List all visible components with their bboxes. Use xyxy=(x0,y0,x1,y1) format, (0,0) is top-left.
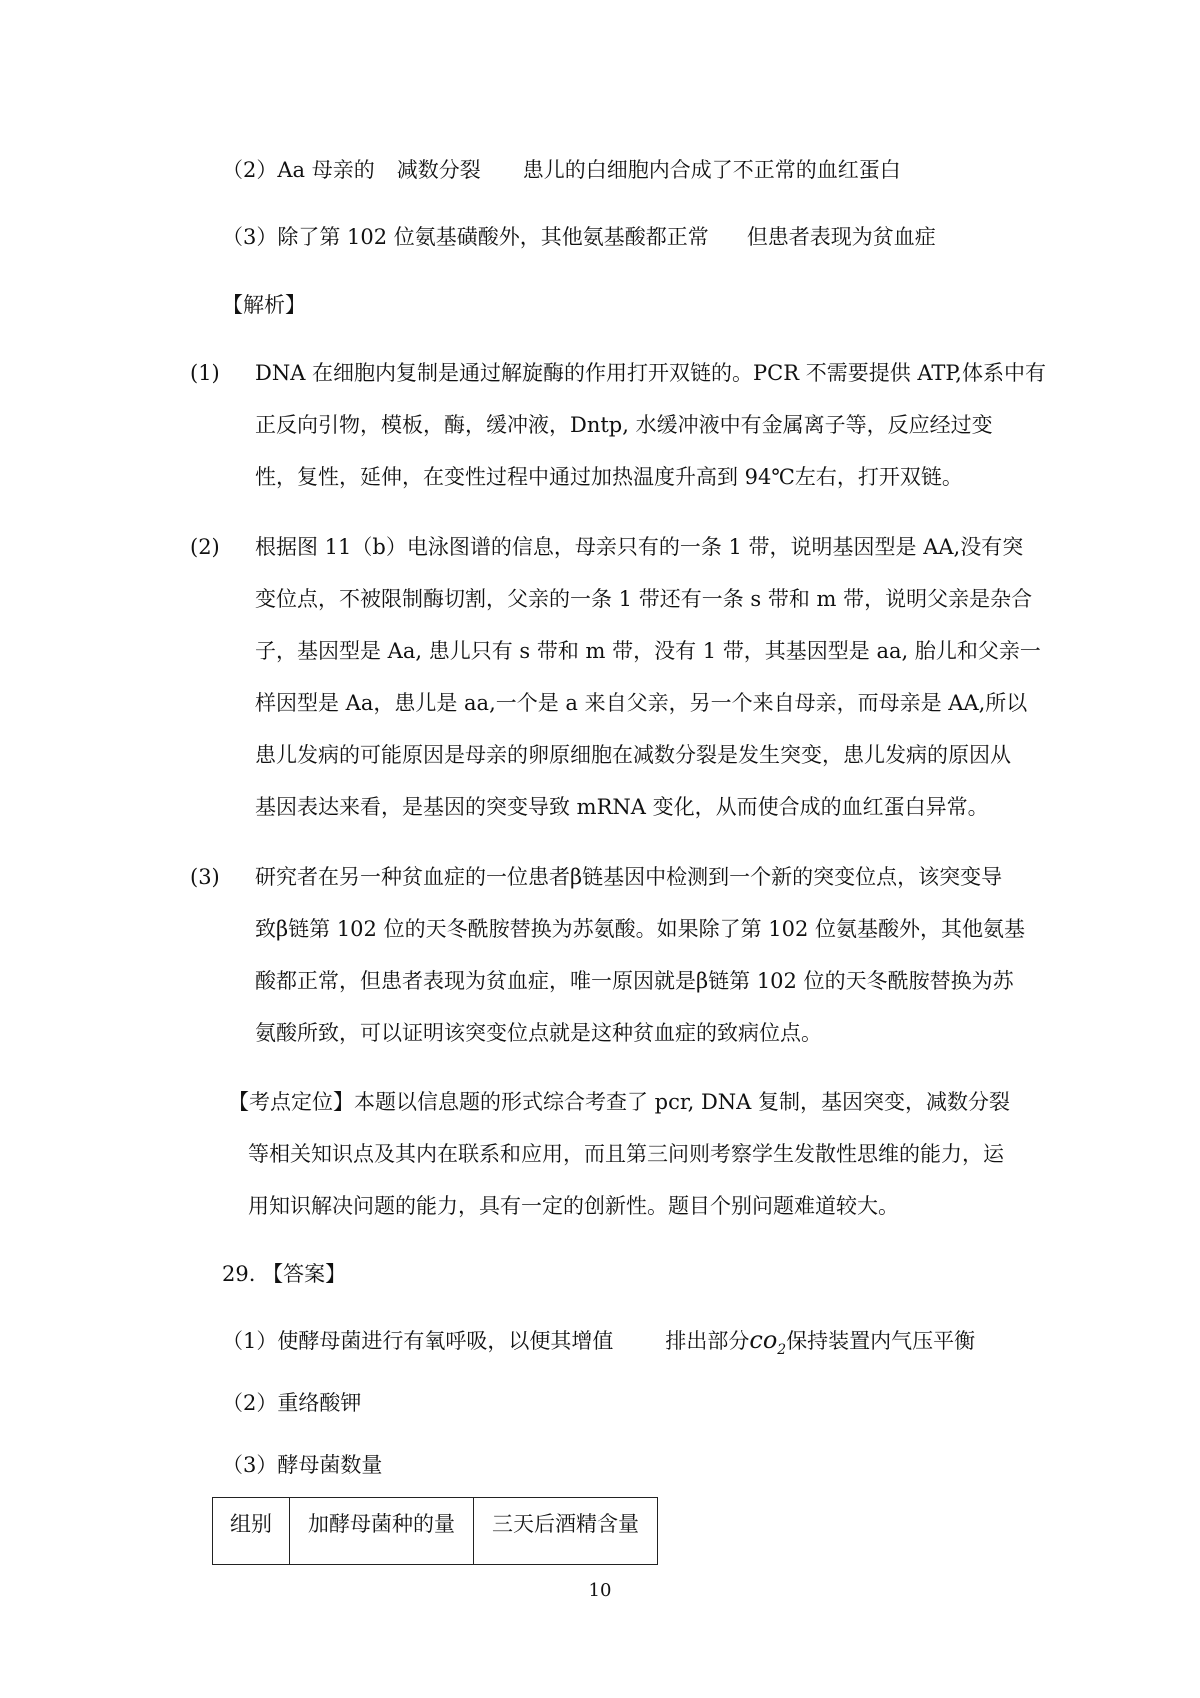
table-header-cell: 三天后酒精含量 xyxy=(474,1498,658,1565)
item-number: (2) xyxy=(190,535,220,559)
co2-base: co xyxy=(749,1326,778,1354)
exam-point-line: 等相关知识点及其内在联系和应用，而且第三问则考察学生发散性思维的能力，运 xyxy=(248,1142,1004,1166)
item-number: (1) xyxy=(190,361,220,385)
paragraph-line: 酸都正常，但患者表现为贫血症，唯一原因就是β链第 102 位的天冬酰胺替换为苏 xyxy=(255,969,1014,993)
paragraph-line: DNA 在细胞内复制是通过解旋酶的作用打开双链的。PCR 不需要提供 ATP,体系中有 xyxy=(255,361,1046,385)
co2-subscript: 2 xyxy=(777,1341,787,1358)
paragraph-line: 基因表达来看，是基因的突变导致 mRNA 变化，从而使合成的血红蛋白异常。 xyxy=(255,795,989,819)
answer-3-line xyxy=(222,222,936,252)
item-number: (3) xyxy=(190,865,220,889)
page-number: 10 xyxy=(588,1580,612,1601)
exam-point-line: 用知识解决问题的能力，具有一定的创新性。题目个别问题难道较大。 xyxy=(248,1194,899,1218)
answer-text: 除了第 102 位氨基磺酸外，其他氨基酸都正常 xyxy=(277,225,709,249)
answer-text: 排出部分 xyxy=(665,1329,750,1353)
answer-label: （1） xyxy=(222,1329,278,1353)
answer-label: （3） xyxy=(222,225,278,249)
paragraph-line: 变位点，不被限制酶切割，父亲的一条 1 带还有一条 s 带和 m 带，说明父亲是杂合 xyxy=(255,587,1033,611)
q29-heading: 29. 【答案】 xyxy=(222,1262,347,1286)
table-header-row xyxy=(213,1498,658,1565)
paragraph-line: 致β链第 102 位的天冬酰胺替换为苏氨酸。如果除了第 102 位氨基酸外，其他氨基 xyxy=(255,917,1026,941)
analysis-heading: 【解析】 xyxy=(222,293,306,317)
exam-point-line: 【考点定位】本题以信息题的形式综合考查了 pcr, DNA 复制，基因突变，减数分裂 xyxy=(228,1090,1011,1114)
paragraph-line: 研究者在另一种贫血症的一位患者β链基因中检测到一个新的突变位点，该突变导 xyxy=(255,865,1003,889)
q29-answer-2: （2）重络酸钾 xyxy=(222,1391,362,1415)
table-header-cell: 加酵母菌种的量 xyxy=(290,1498,474,1565)
paragraph-line: 性，复性，延伸，在变性过程中通过加热温度升高到 94℃左右，打开双链。 xyxy=(255,465,963,489)
paragraph-line: 氨酸所致，可以证明该突变位点就是这种贫血症的致病位点。 xyxy=(255,1021,822,1045)
answer-text: 使酵母菌进行有氧呼吸，以便其增值 xyxy=(277,1329,614,1353)
paragraph-line: 正反向引物，模板，酶，缓冲液，Dntp, 水缓冲液中有金属离子等，反应经过变 xyxy=(255,413,993,437)
paragraph-line: 患儿发病的可能原因是母亲的卵原细胞在减数分裂是发生突变，患儿发病的原因从 xyxy=(255,743,1011,767)
answer-label: （2） xyxy=(222,158,278,182)
co2-formula xyxy=(749,1326,787,1358)
paragraph-line: 根据图 11（b）电泳图谱的信息，母亲只有的一条 1 带，说明基因型是 AA,没有突 xyxy=(255,535,1024,559)
paragraph-line: 样因型是 Aa，患儿是 aa,一个是 a 来自父亲，另一个来自母亲，而母亲是 AA,所以 xyxy=(255,691,1028,715)
q29-answer-1 xyxy=(222,1325,975,1365)
answer-text: 患儿的白细胞内合成了不正常的血红蛋白 xyxy=(522,158,901,182)
answer-2-line xyxy=(222,155,901,185)
answer-text: 减数分裂 xyxy=(396,158,481,182)
table-header-cell: 组别 xyxy=(213,1498,290,1565)
q29-answer-3: （3）酵母菌数量 xyxy=(222,1453,383,1477)
answer-text: 但患者表现为贫血症 xyxy=(746,225,936,249)
experiment-table xyxy=(212,1497,658,1565)
answer-text: Aa 母亲的 xyxy=(277,158,375,182)
paragraph-line: 子，基因型是 Aa, 患儿只有 s 带和 m 带，没有 1 带，其基因型是 aa, 胎儿和父亲一 xyxy=(255,639,1041,663)
answer-text: 保持装置内气压平衡 xyxy=(786,1329,976,1353)
